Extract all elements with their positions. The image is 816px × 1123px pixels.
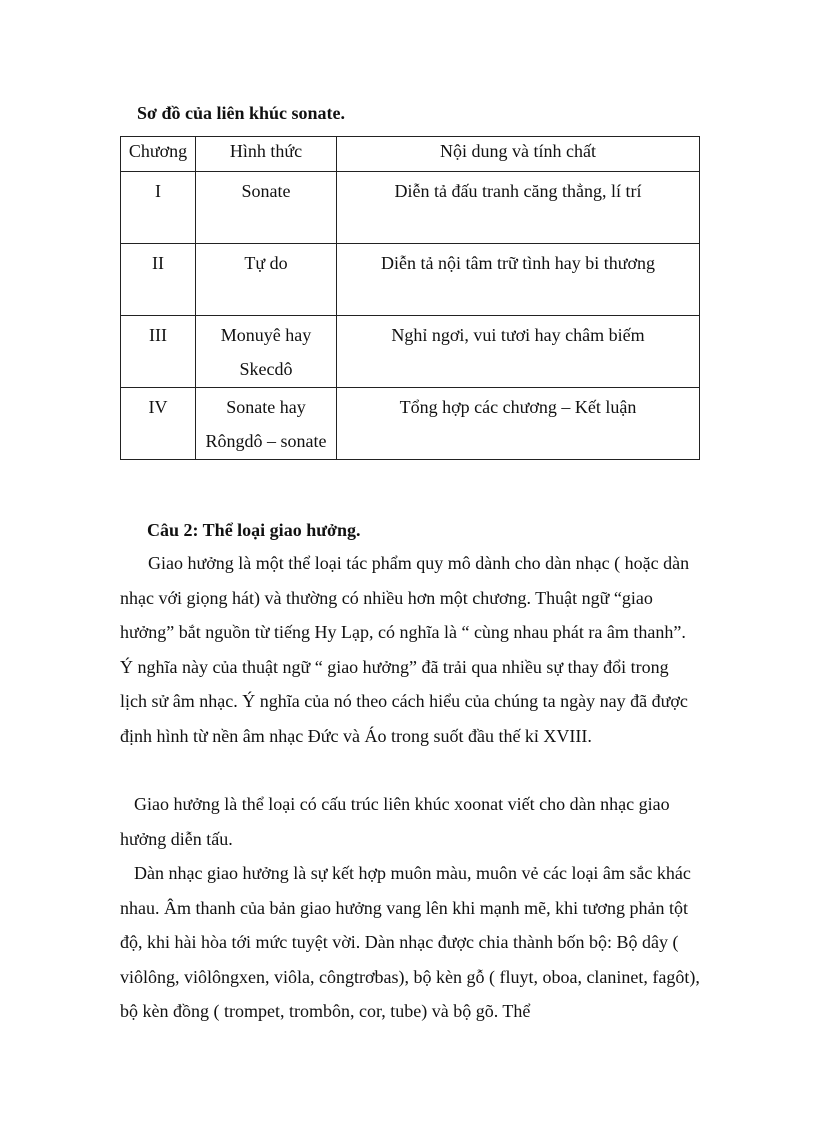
- cell-movement: I: [121, 172, 196, 244]
- cell-content: Diễn tả đấu tranh căng thẳng, lí trí: [337, 172, 700, 244]
- cell-form: Sonate hay Rôngdô – sonate: [196, 388, 337, 460]
- header-movement: Chương: [121, 137, 196, 172]
- paragraph-symphony-structure: Giao hưởng là thể loại có cấu trúc liên khúc xoonat viết cho dàn nhạc giao hưởng diễn tấu.: [120, 794, 670, 849]
- cell-content: Nghỉ ngơi, vui tươi hay châm biếm: [337, 316, 700, 388]
- cell-content: Diễn tả nội tâm trữ tình hay bi thương: [337, 244, 700, 316]
- cell-form: Tự do: [196, 244, 337, 316]
- sonata-form-table: [120, 136, 700, 460]
- cell-content: Tổng hợp các chương – Kết luận: [337, 388, 700, 460]
- cell-movement: III: [121, 316, 196, 388]
- cell-movement: II: [121, 244, 196, 316]
- table-title: Sơ đồ của liên khúc sonate.: [137, 103, 346, 123]
- paragraph-orchestra-sections: Dàn nhạc giao hưởng là sự kết hợp muôn màu, muôn vẻ các loại âm sắc khác nhau. Âm thanh của bản giao hưởng vang lên khi mạnh mẽ, khi tương phản tột độ, khi hài hòa tới mức tuyệt vời. Dàn nhạc được chia thành bốn bộ: Bộ dây ( viôlông, viôlôngxen, viôla, côngtrơbas), bộ kèn gỗ ( fluyt, oboa, claninet, fagôt), bộ kèn đồng ( trompet, trombôn, cor, tube) và bộ gõ. Thể: [120, 863, 700, 1021]
- table-row: [121, 388, 700, 460]
- header-content: Nội dung và tính chất: [337, 137, 700, 172]
- table-row: [121, 316, 700, 388]
- header-form: Hình thức: [196, 137, 337, 172]
- cell-form: Monuyê hay Skecdô: [196, 316, 337, 388]
- section-heading: Câu 2: Thể loại giao hưởng.: [147, 520, 361, 540]
- cell-form: Sonate: [196, 172, 337, 244]
- table-row: [121, 244, 700, 316]
- table-row: [121, 172, 700, 244]
- table-header-row: [121, 137, 700, 172]
- cell-movement: IV: [121, 388, 196, 460]
- paragraph-symphony-definition: Giao hưởng là một thể loại tác phẩm quy mô dành cho dàn nhạc ( hoặc dàn nhạc với giọng hát) và thường có nhiều hơn một chương. Thuật ngữ “giao hưởng” bắt nguồn từ tiếng Hy Lạp, có nghĩa là “ cùng nhau phát ra âm thanh”. Ý nghĩa này của thuật ngữ “ giao hưởng” đã trải qua nhiều sự thay đổi trong lịch sử âm nhạc. Ý nghĩa của nó theo cách hiểu của chúng ta ngày nay đã được định hình từ nền âm nhạc Đức và Áo trong suốt đầu thế kỉ XVIII.: [120, 553, 690, 746]
